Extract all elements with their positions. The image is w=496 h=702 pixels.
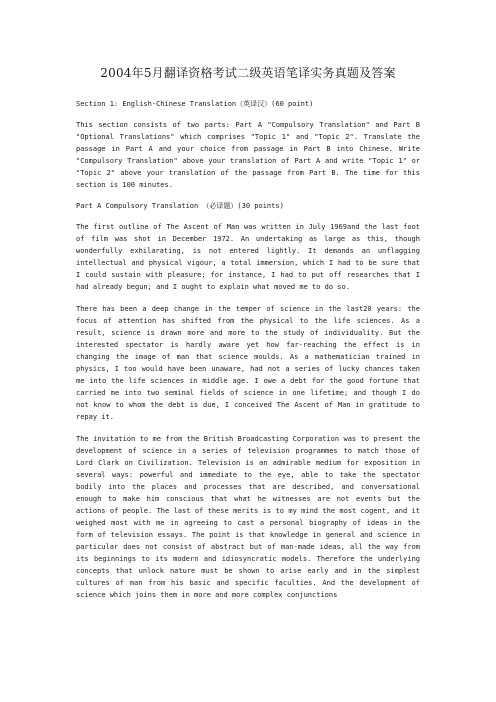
document-page <box>76 0 420 601</box>
section-heading: Section 1: English-Chinese Translation（英译汉）(60 point) <box>76 100 314 108</box>
body-paragraph-3: The invitation to me from the British Broadcasting Corporation was to present the development of science in a series of television programmes to match those of Lord Clark on Civilization. Television is an admirable medium for exposition in several ways: powerful and immediate to the eye, able to take the spectator bodily into the places and processes that are described, and conversational enough to make him conscious that what he witnesses are not events but the actions of people. The last of these merits is to my mind the most cogent, and it weighed most with me in agreeing to cast a personal biography of ideas in the form of television essays. The point is that knowledge in general and science in particular does not consist of abstract but of man-made ideas, all the way from its beginnings to its modern and idiosyncratic models. Therefore the underlying concepts that unlock nature must be shown to arise early and in the simplest cultures of man from his basic and specific faculties. And the development of science which joins them in more and more complex conjunctions <box>76 435 420 599</box>
body-paragraph-2: There has been a deep change in the temper of science in the last20 years: the focus of attention has shifted from the physical to the life sciences. As a result, science is drawn more and more to the study of individuality. But the interested spectator is hardly aware yet how far-reaching the effect is in changing the image of man that science moulds. As a mathematician trained in physics, I too would have been unaware, had not a series of lucky chances taken me into the life sciences in middle age. I owe a debt for the good fortune that carried me into two seminal fields of science in one lifetime; and though I do not know to whom the debt is due, I conceived The Ascent of Man in gratitude to repay it. <box>76 305 420 421</box>
part-a-heading: Part A Compulsory Translation （必译题）(30 points) <box>76 202 284 210</box>
document-title: 2004年5月翻译资格考试二级英语笔译实务真题及答案 <box>100 66 396 80</box>
body-paragraph-1: The first outline of The Ascent of Man was written in July 1969and the last foot of film was shot in December 1972. An undertaking as large as this, though wonderfully exhilarating, is not entered lightly. It demands an unflagging intellectual and physical vigour, a total immersion, which I had to be sure that I could sustain with pleasure; for instance, I had to put off researches that I had already begun; and I ought to explain what moved me to do so. <box>76 223 420 291</box>
section-intro: This section consists of two parts: Part A "Compulsory Translation" and Part B "Optional Translations" which comprises "Topic 1" and "Topic 2". Translate the passage in Part A and your choice from passage in Part B into Chinese. Write "Compulsory Translation" above your translation of Part A and write "Topic 1" or "Topic 2" above your translation of the passage from Part B. The time for this section is 100 minutes. <box>76 121 420 189</box>
